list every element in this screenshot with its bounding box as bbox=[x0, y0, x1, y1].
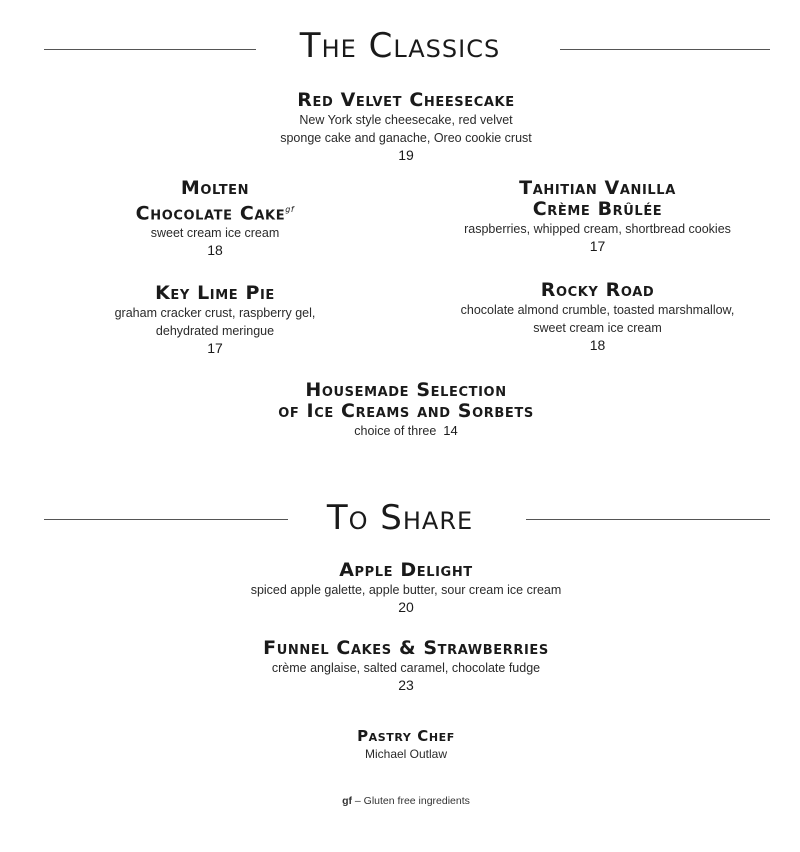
item-description: sweet cream ice cream bbox=[150, 226, 280, 241]
item-price: 18 bbox=[589, 337, 606, 353]
item-description-line bbox=[180, 422, 632, 440]
item-description: raspberries, whipped cream, shortbread cookies bbox=[464, 222, 731, 236]
chef-title: Pastry Chef bbox=[357, 727, 455, 745]
item-name-line2 bbox=[60, 199, 370, 224]
item-price: 14 bbox=[443, 423, 458, 438]
item-description: choice of three bbox=[354, 424, 437, 438]
item-price: 17 bbox=[207, 340, 223, 356]
item-description: New York style cheesecake, red velvet bbox=[299, 113, 513, 127]
item-name-text: Chocolate Cake bbox=[135, 202, 286, 225]
section-title-share: To Share bbox=[326, 498, 474, 538]
menu-item-molten-chocolate-cake bbox=[60, 178, 370, 258]
footnote-key: gf bbox=[342, 795, 352, 807]
item-description: spiced apple galette, apple butter, sour cream ice cream bbox=[250, 583, 562, 597]
menu-item-creme-brulee bbox=[430, 178, 765, 254]
item-name: Housemade Selection bbox=[305, 379, 507, 401]
item-description: sweet cream ice cream bbox=[533, 321, 662, 335]
item-description: chocolate almond crumble, toasted marshmallow, bbox=[460, 303, 735, 317]
item-price: 18 bbox=[207, 242, 223, 259]
pastry-chef-credit bbox=[250, 727, 562, 763]
item-name: Apple Delight bbox=[339, 559, 473, 581]
item-name-line2: Crème Brûlée bbox=[532, 198, 663, 220]
menu-item-ice-creams-sorbets bbox=[180, 380, 632, 440]
gluten-free-mark: gf bbox=[285, 205, 295, 214]
chef-name: Michael Outlaw bbox=[364, 747, 448, 761]
menu-item-apple-delight bbox=[180, 560, 632, 615]
item-name: Rocky Road bbox=[540, 279, 655, 301]
menu-item-funnel-cakes bbox=[180, 638, 632, 693]
item-description: graham cracker crust, raspberry gel, bbox=[114, 306, 316, 320]
item-price: 20 bbox=[398, 599, 414, 615]
item-description: crème anglaise, salted caramel, chocolate fudge bbox=[271, 661, 541, 675]
item-name: Funnel Cakes & Strawberries bbox=[263, 637, 549, 659]
item-price: 19 bbox=[398, 147, 414, 163]
footnote-text: – Gluten free ingredients bbox=[352, 795, 470, 807]
gluten-free-footnote bbox=[250, 795, 562, 807]
share-header bbox=[0, 498, 800, 538]
right-rule bbox=[560, 49, 770, 50]
item-name: Tahitian Vanilla bbox=[519, 177, 676, 199]
item-name-line2: of Ice Creams and Sorbets bbox=[278, 400, 534, 422]
right-rule bbox=[526, 519, 770, 520]
item-description: dehydrated meringue bbox=[155, 324, 275, 338]
menu-item-red-velvet-cheesecake bbox=[200, 90, 612, 163]
item-name: Molten bbox=[180, 177, 250, 199]
item-name: Key Lime Pie bbox=[155, 282, 275, 304]
menu-item-key-lime-pie bbox=[60, 283, 370, 356]
item-description: sponge cake and ganache, Oreo cookie crust bbox=[280, 131, 532, 145]
classics-header bbox=[0, 26, 800, 66]
item-name: Red Velvet Cheesecake bbox=[297, 89, 515, 111]
item-price: 23 bbox=[398, 677, 414, 693]
section-title-classics: The Classics bbox=[299, 26, 501, 66]
item-price: 17 bbox=[589, 238, 606, 254]
menu-item-rocky-road bbox=[430, 280, 765, 353]
